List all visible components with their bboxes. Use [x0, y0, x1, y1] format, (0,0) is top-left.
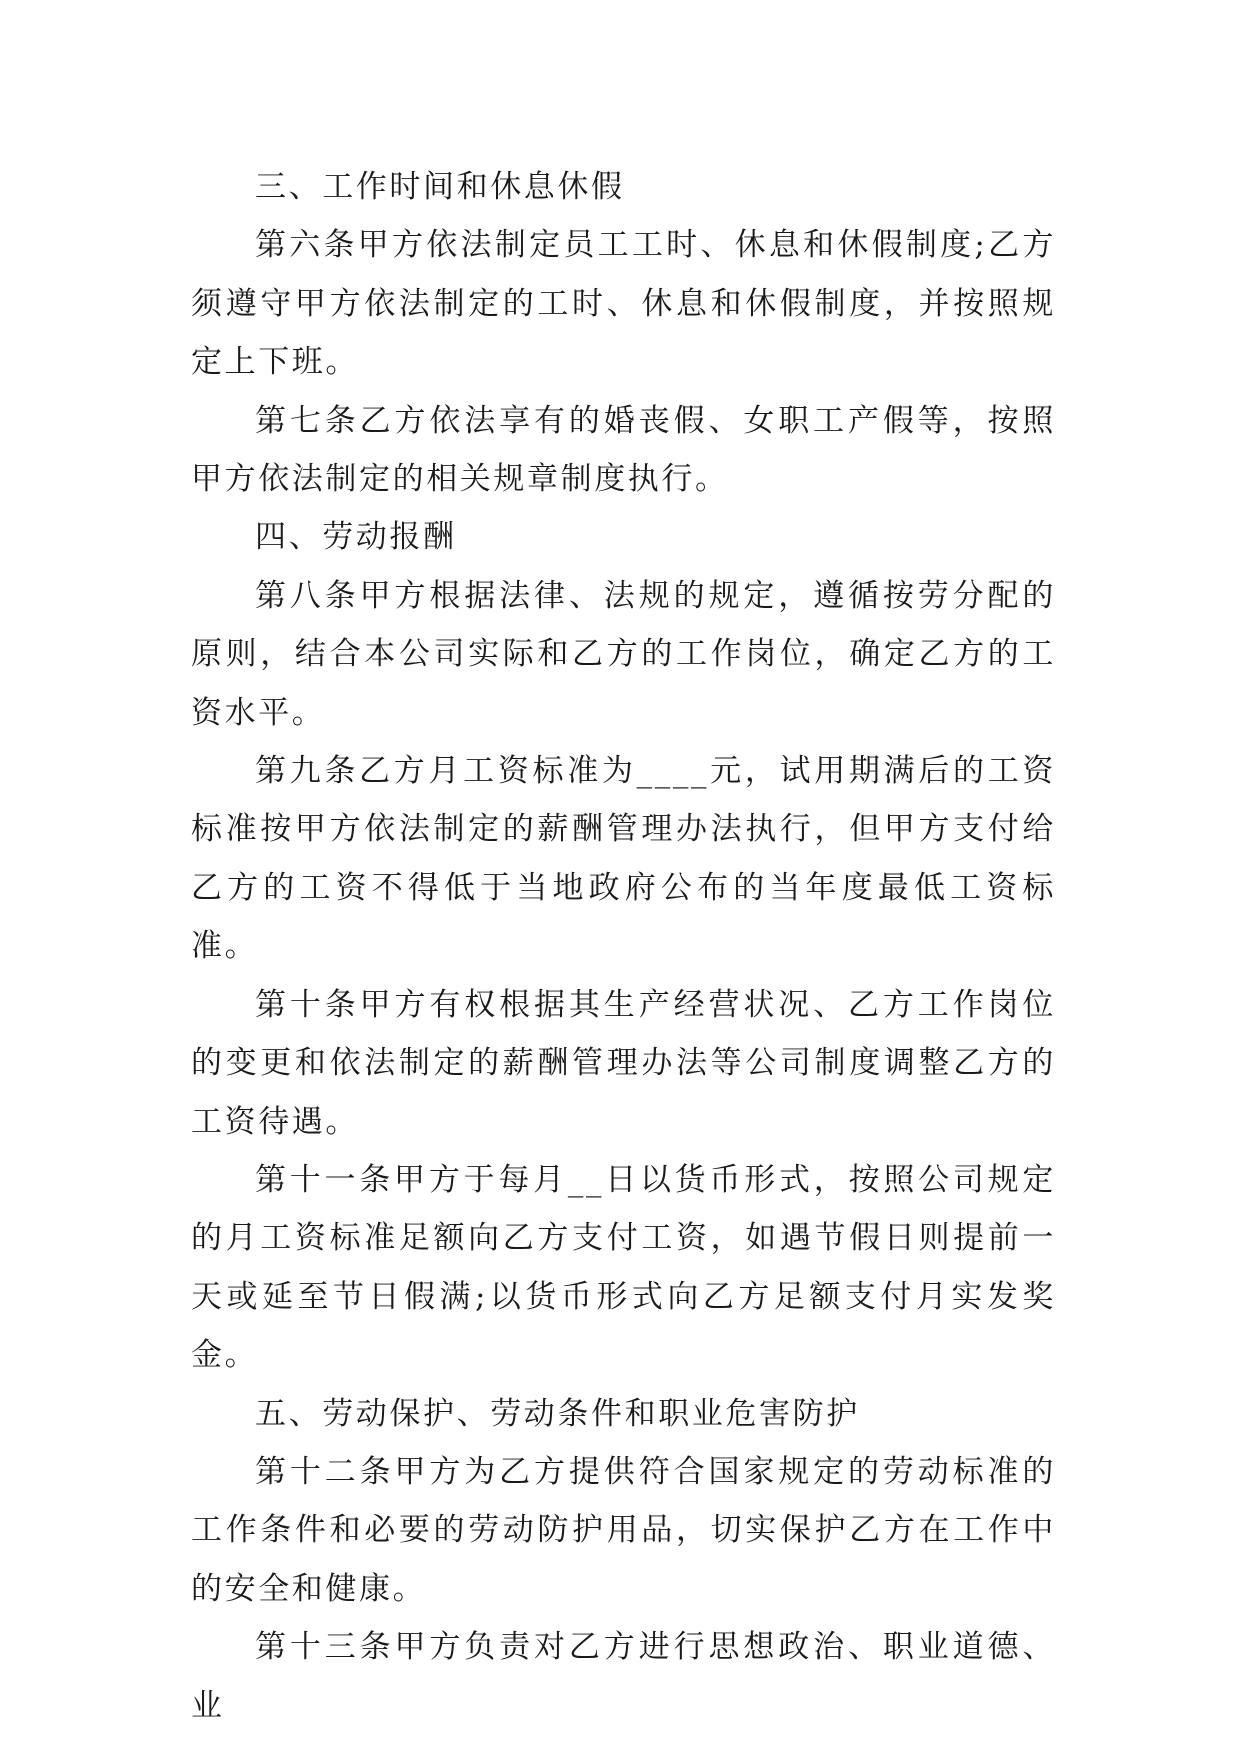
section-heading-remuneration: 四、劳动报酬: [255, 519, 457, 556]
article-10-paragraph: 第十条甲方有权根据其生产经营状况、乙方工作岗位的变更和依法制定的薪酬管理办法等公司制度调整乙方的工资待遇。: [191, 986, 1056, 1140]
article-7-paragraph: 第七条乙方依法享有的婚丧假、女职工产假等，按照甲方依法制定的相关规章制度执行。: [191, 402, 1056, 498]
section-heading-work-time: 三、工作时间和休息休假: [255, 169, 625, 205]
article-12-paragraph: 第十二条甲方为乙方提供符合国家规定的劳动标准的工作条件和必要的劳动防护用品，切实保护乙方在工作中的安全和健康。: [191, 1453, 1056, 1607]
section-heading-labor-protection: 五、劳动保护、劳动条件和职业危害防护: [255, 1395, 860, 1432]
article-13-paragraph: 第十三条甲方负责对乙方进行思想政治、职业道德、业: [191, 1629, 1056, 1724]
article-6-paragraph: 第六条甲方依法制定员工工时、休息和休假制度;乙方须遵守甲方依法制定的工时、休息和休假制度，并按照规定上下班。: [191, 227, 1056, 381]
article-11-paragraph: 第十一条甲方于每月__日以货币形式，按照公司规定的月工资标准足额向乙方支付工资，如遇节假日则提前一天或延至节日假满;以货币形式向乙方足额支付月实发奖金。: [191, 1161, 1056, 1374]
document-body: [191, 158, 1056, 1735]
article-9-paragraph: 第九条乙方月工资标准为____元，试用期满后的工资标准按甲方依法制定的薪酬管理办法执行，但甲方支付给乙方的工资不得低于当地政府公布的当年度最低工资标准。: [191, 753, 1056, 965]
article-8-paragraph: 第八条甲方根据法律、法规的规定，遵循按劳分配的原则，结合本公司实际和乙方的工作岗位，确定乙方的工资水平。: [191, 577, 1056, 731]
